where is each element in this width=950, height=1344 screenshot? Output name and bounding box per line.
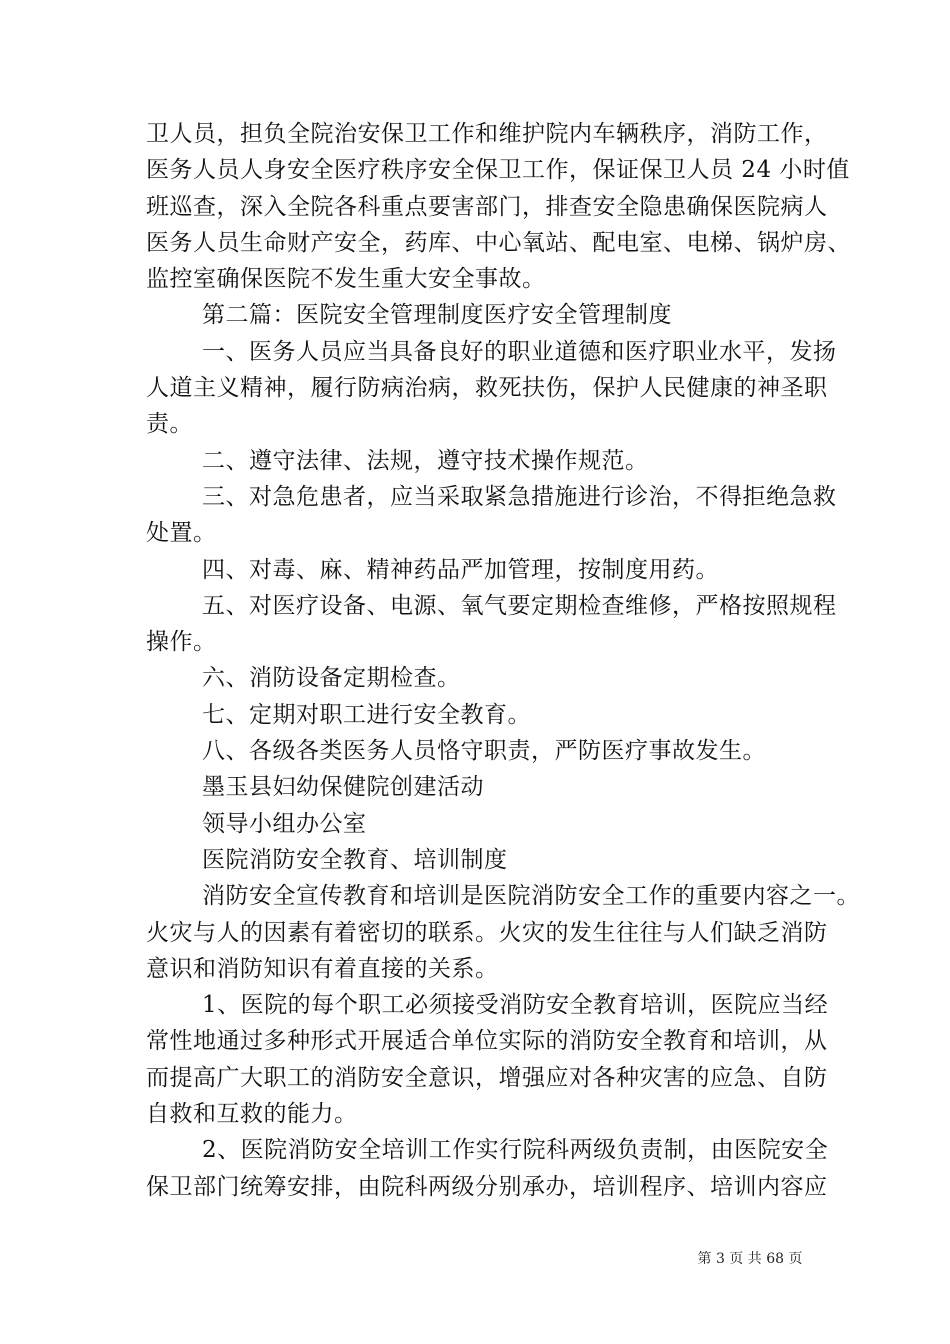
text-line: 消防安全宣传教育和培训是医院消防安全工作的重要内容之一。 bbox=[202, 883, 860, 910]
text-line: 责。 bbox=[146, 411, 193, 438]
text-line: 1、医院的每个职工必须接受消防安全教育培训，医院应当经 bbox=[202, 992, 829, 1019]
text-line: 八、各级各类医务人员恪守职责，严防医疗事故发生。 bbox=[202, 738, 766, 765]
text-line: 处置。 bbox=[146, 520, 217, 547]
text-line: 人道主义精神，履行防病治病，救死扶伤，保护人民健康的神圣职 bbox=[146, 375, 828, 402]
text-line: 而提高广大职工的消防安全意识，增强应对各种灾害的应急、自防 bbox=[146, 1064, 828, 1091]
text-line: 医务人员人身安全医疗秩序安全保卫工作，保证保卫人员 24 小时值 bbox=[146, 157, 850, 184]
document-body bbox=[146, 116, 860, 1205]
text-line: 操作。 bbox=[146, 629, 217, 656]
text-line: 六、消防设备定期检查。 bbox=[202, 665, 461, 692]
text-line: 医务人员生命财产安全，药库、中心氧站、配电室、电梯、锅炉房、 bbox=[146, 229, 851, 256]
text-line: 一、医务人员应当具备良好的职业道德和医疗职业水平，发扬 bbox=[202, 338, 837, 365]
page-number: 第 3 页 共 68 页 bbox=[697, 1251, 803, 1267]
text-line: 监控室确保医院不发生重大安全事故。 bbox=[146, 266, 546, 293]
text-line: 第二篇：医院安全管理制度医疗安全管理制度 bbox=[202, 302, 672, 329]
text-line: 卫人员，担负全院治安保卫工作和维护院内车辆秩序，消防工作， bbox=[146, 121, 828, 147]
text-line: 班巡查，深入全院各科重点要害部门，排查安全隐患确保医院病人 bbox=[146, 193, 828, 220]
text-line: 医院消防安全教育、培训制度 bbox=[202, 846, 508, 873]
text-line: 自救和互救的能力。 bbox=[146, 1101, 358, 1128]
text-line: 领导小组办公室 bbox=[202, 810, 367, 837]
text-line: 常性地通过多种形式开展适合单位实际的消防安全教育和培训，从 bbox=[146, 1028, 828, 1055]
text-line: 三、对急危患者，应当采取紧急措施进行诊治，不得拒绝急救 bbox=[202, 483, 837, 510]
text-line: 七、定期对职工进行安全教育。 bbox=[202, 701, 531, 728]
text-line: 墨玉县妇幼保健院创建活动 bbox=[202, 774, 484, 801]
text-line: 意识和消防知识有着直接的关系。 bbox=[146, 955, 499, 982]
text-line: 四、对毒、麻、精神药品严加管理，按制度用药。 bbox=[202, 556, 719, 583]
text-line: 火灾与人的因素有着密切的联系。火灾的发生往往与人们缺乏消防 bbox=[146, 919, 828, 946]
text-line: 保卫部门统筹安排，由院科两级分别承办，培训程序、培训内容应 bbox=[146, 1173, 828, 1200]
text-line: 2、医院消防安全培训工作实行院科两级负责制，由医院安全 bbox=[202, 1137, 829, 1164]
text-line: 五、对医疗设备、电源、氧气要定期检查维修，严格按照规程 bbox=[202, 592, 837, 619]
text-line: 二、遵守法律、法规，遵守技术操作规范。 bbox=[202, 447, 649, 474]
